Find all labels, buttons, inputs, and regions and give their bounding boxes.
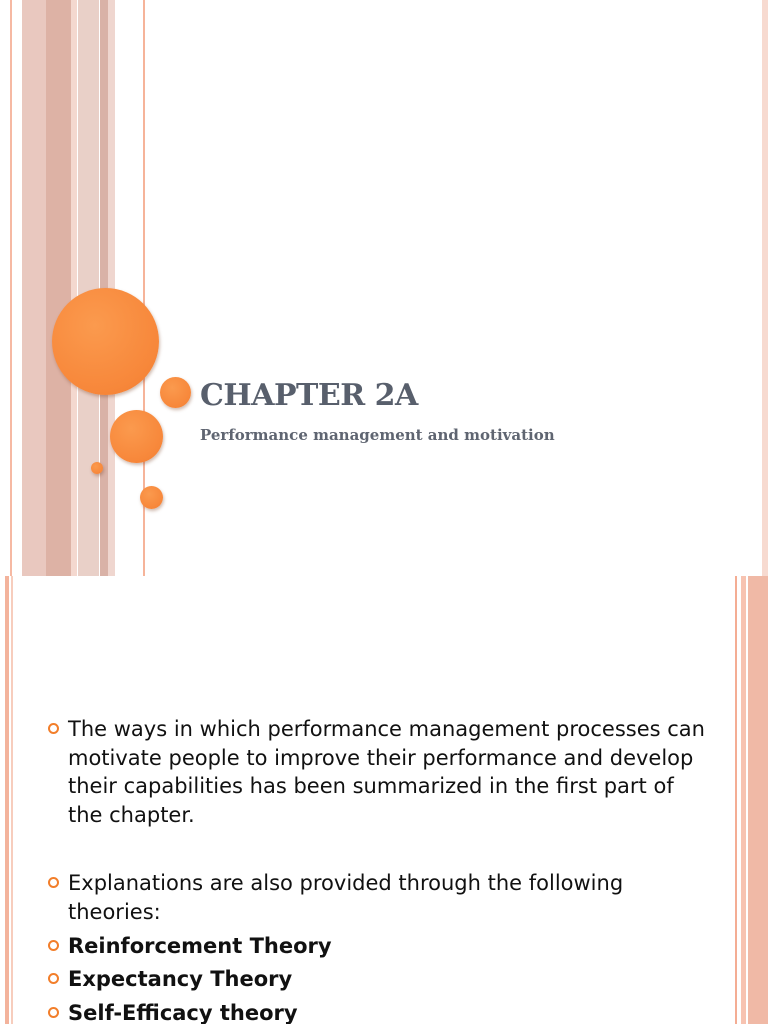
decorative-stripe <box>762 0 768 576</box>
decorative-stripe <box>11 576 13 1024</box>
decorative-circle <box>110 410 163 463</box>
bullet-item <box>48 999 708 1024</box>
circle-bullet-icon <box>48 723 59 734</box>
decorative-circle <box>52 288 159 395</box>
decorative-stripe <box>22 0 46 576</box>
slide-title: CHAPTER 2A <box>200 378 418 413</box>
bullet-item <box>48 869 708 926</box>
bullet-text: Reinforcement Theory <box>68 934 332 958</box>
bullet-text: Expectancy Theory <box>68 967 293 991</box>
decorative-circle <box>91 462 103 474</box>
circle-bullet-icon <box>48 940 59 951</box>
bullet-text: The ways in which performance management processes can motivate people to improve their performance and develop their capabilities has been summarized in the first part of the chapter. <box>68 717 705 827</box>
decorative-stripe <box>741 576 746 1024</box>
slide-subtitle: Performance management and motivation <box>200 426 555 444</box>
bullet-item <box>48 965 708 994</box>
circle-bullet-icon <box>48 877 59 888</box>
decorative-circle <box>160 377 191 408</box>
decorative-stripe <box>10 0 12 576</box>
bullet-item <box>48 715 708 829</box>
circle-bullet-icon <box>48 1007 59 1018</box>
bullet-text: Self-Efficacy theory <box>68 1001 298 1024</box>
content-slide <box>0 576 768 1024</box>
decorative-stripe <box>748 576 768 1024</box>
circle-bullet-icon <box>48 973 59 984</box>
bullet-item <box>48 932 708 961</box>
bullet-text: Explanations are also provided through the following theories: <box>68 871 624 924</box>
decorative-stripe <box>5 576 9 1024</box>
decorative-stripe <box>71 0 77 576</box>
decorative-stripe <box>46 0 71 576</box>
decorative-stripe <box>735 576 737 1024</box>
decorative-circle <box>140 486 163 509</box>
